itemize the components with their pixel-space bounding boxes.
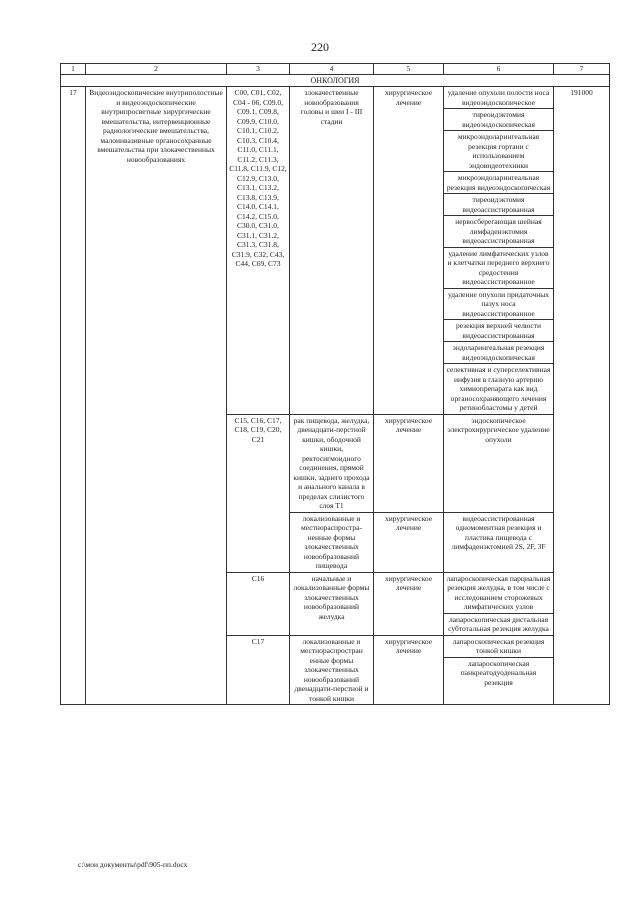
method-item: лапароскопическая дистальная субтотальная резекция желудка xyxy=(448,614,549,633)
method-list xyxy=(444,87,554,415)
method-list xyxy=(444,512,554,572)
patient-model: локализованные и местнораспростран енные формы злокачественных новообразований двенадцати-перстной и тонкой кишки xyxy=(290,635,374,705)
section-heading: ОНКОЛОГИЯ xyxy=(61,74,610,87)
method-list xyxy=(444,414,554,512)
method-item: эндоларингеальная резекция видеоэндоскопическая xyxy=(444,342,553,364)
column-number: 3 xyxy=(227,64,290,75)
treatment-type: хирургическое лечение xyxy=(374,87,444,415)
procedure-group-name: Видеоэндоскопические внутриполостные и видеоэндоскопические внутрипросветные хирургические вмешательства, интервенционные радиологические вмешательства, малоинвазивные органосохранные вмешательства при злокачественных новообразованиях xyxy=(86,87,227,705)
treatment-type: хирургическое лечение xyxy=(374,572,444,635)
method-list xyxy=(444,572,554,635)
patient-model: начальные и локализованные формы злокачественных новообразований желудка xyxy=(290,572,374,635)
page-number: 220 xyxy=(311,40,329,54)
column-number: 2 xyxy=(86,64,227,75)
row-number: 17 xyxy=(61,87,86,705)
method-item: нервосберегающая шейная лимфаденэктомия видеоассистированная xyxy=(444,216,553,248)
method-list xyxy=(444,635,554,705)
icd-codes: C00, C01, C02, C04 - 06, C09.0, C09.1, C09.8, C09.9, C10.0, C10.1, C10.2, C10.3, C10.4, C11.0, C11.1, C11.2, C11.3, C11.8, C11.9, C12, C12.9, C13.0, C13.1, C13.2, C13.8, C13.9, C14.0, C14.1, C14.2, C15.0, C30.0, C31.0, C31.1, C31.2, C31.3, C31.8, C31.9, C32, C43, C44, C69, C73 xyxy=(227,87,290,415)
patient-model: рак пищевода, желудка, двенадцати-перстной кишки, ободочной кишки, ректосигмоидного соединения, прямой кишки, заднего прохода и анального канала в пределах слизистого слоя T1 xyxy=(290,414,374,512)
patient-model: локализованные и местнораспростра-ненные формы злокачественных новообразований пищевода xyxy=(290,512,374,572)
treatment-type: хирургическое лечение xyxy=(374,512,444,572)
method-item: селективная и суперселективная инфузия в глазную артерию химиопрепарата как вид органосохраняющего лечения ретинобластомы у детей xyxy=(446,365,551,412)
treatment-type: хирургическое лечение xyxy=(374,414,444,512)
column-number: 6 xyxy=(444,64,554,75)
file-path-footer: c:\мои документы\pdf\905-пп.docx xyxy=(78,860,188,869)
column-number-row xyxy=(61,64,610,75)
method-item: тиреоидэктомия видеоассистированная xyxy=(444,194,553,216)
column-number: 4 xyxy=(290,64,374,75)
column-number: 7 xyxy=(554,64,610,75)
method-item: эндоскопическое электрохирургическое удаление опухоли xyxy=(447,415,550,444)
icd-codes: C17 xyxy=(227,635,290,705)
method-item: удаление лимфатических узлов и клетчатки переднего верхнего средостения видеоассистированное xyxy=(444,248,553,289)
column-number: 5 xyxy=(374,64,444,75)
method-item: резекция верхней челюсти видеоассистированная xyxy=(444,320,553,342)
icd-codes: C16 xyxy=(227,572,290,635)
method-item: лапароскопическая парциальная резекция желудка, в том числе с исследованием сторожевых лимфатических узлов xyxy=(444,573,553,614)
method-item: лапароскопическая резекция тонкой кишки xyxy=(444,636,553,658)
method-item: лапароскопическая панкреатодуоденальная резекция xyxy=(460,658,537,687)
table-row xyxy=(61,87,610,415)
icd-codes: C15, C16, C17, C18, C19, C20, C21 xyxy=(227,414,290,572)
method-item: видеоассистированная одномоментная резекция и пластика пищевода с лимфаденэктомией 2S, 2F, 3F xyxy=(451,513,546,551)
method-item: микроэндоларингеальная резекция видеоэндоскопическая xyxy=(444,172,553,194)
column-number: 1 xyxy=(61,64,86,75)
method-item: удаление опухоли полости носа видеоэндоскопическое xyxy=(444,87,553,109)
patient-model: злокачественные новообразования головы и шеи I - III стадии xyxy=(290,87,374,415)
tariff-table xyxy=(60,63,610,705)
method-item: микроэндоларингеальная резекция гортани с использованием эндовидеотехники xyxy=(444,131,553,172)
method-item: тиреоидэктомия видеоэндоскопическая xyxy=(444,109,553,131)
method-item: удаление опухоли придаточных пазух носа видеоассистированное xyxy=(444,289,553,321)
tariff-value: 191000 xyxy=(554,87,610,705)
treatment-type: хирургическое лечение xyxy=(374,635,444,705)
